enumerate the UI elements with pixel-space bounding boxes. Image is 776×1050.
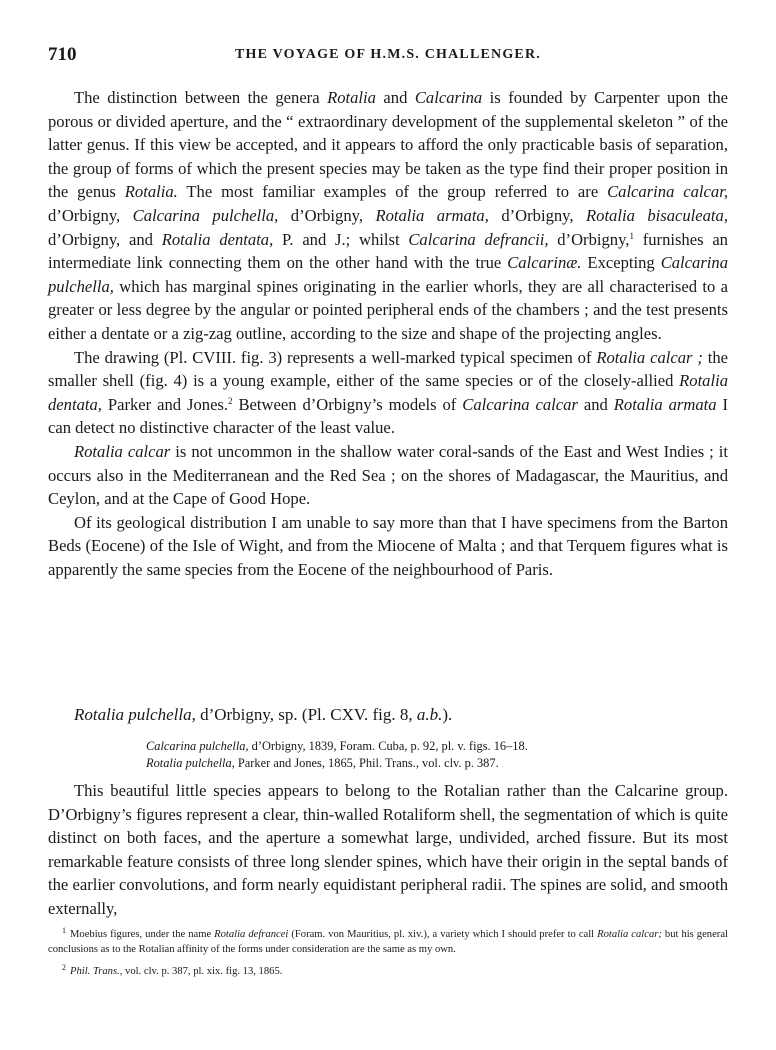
footnote <box>48 924 728 957</box>
text-run: which has marginal spines originating in the earlier whorls, they are all characterised to a greater or less degree by the angular or pointed peripheral ends of the chambers ; and the test presents either a dentate or a zig-zag outline, according to the size and shape of the projecting angles. <box>48 276 728 343</box>
journal-title: THE VOYAGE OF H.M.S. CHALLENGER. <box>235 47 541 62</box>
italic-text: Rotalia pulchella, <box>146 756 235 770</box>
italic-text: Calcarina calcar <box>462 394 578 414</box>
synonym-entry <box>146 755 528 772</box>
italic-text: Phil. Trans., <box>70 966 123 978</box>
footnotes <box>48 924 728 980</box>
text-run: d’Orbigny, <box>488 205 587 225</box>
page-number: 710 <box>48 44 77 65</box>
text-run: is founded by Carpenter upon the porous or divided aperture, and the “ extraordinary development of the supplemental skeleton ” of the latter genus. If this view be accepted, and it appears to afford the only practicable basis of separation, the group of forms of which the present species may be taken as the type find their proper position in the genus <box>48 88 728 202</box>
footnote <box>48 961 728 980</box>
text-run: but his general conclusions as to the Rotalian affinity of the forms under consideration are the same as my own. <box>48 929 728 955</box>
text-run: d’Orbigny, 1839, Foram. Cuba, p. 92, pl. v. figs. 16–18. <box>248 739 528 753</box>
italic-text: Calcarina pulchella, <box>48 253 728 296</box>
italic-text: Rotalia bisaculeata, <box>586 205 728 225</box>
italic-text: Calcarina pulchella, <box>146 739 249 753</box>
text-run: The drawing (Pl. CVIII. fig. 3) represents a well-marked typical specimen of <box>74 347 597 367</box>
italic-text: Calcarina pulchella, <box>132 205 279 225</box>
italic-text: Rotalia. <box>124 182 178 202</box>
text-run: and <box>577 394 614 414</box>
text-run: ). <box>442 705 453 724</box>
footnote-marker: 2 <box>228 395 233 406</box>
text-run: The most familiar examples of the group referred to are <box>177 182 608 202</box>
footnote-marker: 2 <box>62 963 66 973</box>
paragraph <box>48 346 728 440</box>
text-run: d’Orbigny, <box>48 205 133 225</box>
text-run: Parker and Jones, 1865, Phil. Trans., vol. clv. p. 387. <box>234 756 499 770</box>
body-text-section-2 <box>48 779 728 921</box>
italic-text: Rotalia armata, <box>375 205 489 225</box>
synonym-entry <box>146 738 528 755</box>
italic-text: a.b. <box>416 705 443 724</box>
italic-text: Rotalia calcar; <box>597 929 662 940</box>
text-run: the smaller shell (fig. 4) is a young example, either of the same species or of the closely-allied <box>48 347 729 391</box>
italic-text: Rotalia <box>327 88 376 107</box>
text-run: Between d’Orbigny’s models of <box>232 394 463 414</box>
footnote-marker: 1 <box>62 926 66 935</box>
text-run: Moebius figures, under the name <box>70 929 215 940</box>
italic-text: Calcarina defrancii, <box>408 229 549 249</box>
text-run: furnishes an intermediate link connecting them on the other hand with the true <box>48 229 728 273</box>
text-run: d’Orbigny, and <box>48 229 162 249</box>
paragraph <box>48 779 728 921</box>
species-heading <box>74 705 452 725</box>
text-run: I can detect no distinctive character of the least value. <box>48 394 729 438</box>
text-run: The distinction between the genera <box>74 88 328 107</box>
text-run: d’Orbigny, <box>548 229 630 249</box>
italic-text: Rotalia dentata, <box>161 229 274 249</box>
running-head <box>48 44 728 68</box>
italic-text: Calcarina calcar, <box>607 182 728 202</box>
text-run: Of its geological distribution I am unable to say more than that I have specimens from the Barton Beds (Eocene) of the Isle of Wight, and from the Miocene of Malta ; and that Terquem figures what is apparently the same species from the Eocene of the neighbourhood of Paris. <box>48 512 728 579</box>
paragraph <box>48 511 728 582</box>
text-run: is not uncommon in the shallow water coral-sands of the East and West Indies ; it occurs also in the Mediterranean and the Red Sea ; on the shores of Madagascar, the Mauritius, and Ceylon, and at the Cape of Good Hope. <box>48 441 728 509</box>
italic-text: Rotalia armata <box>613 394 717 414</box>
text-run: Excepting <box>581 253 661 273</box>
italic-text: Rotalia defrancei <box>214 929 289 940</box>
synonymy-list <box>146 738 528 772</box>
text-run: d’Orbigny, sp. (Pl. CXV. fig. 8, <box>195 705 417 724</box>
text-run: d’Orbigny, <box>278 205 376 225</box>
text-run: (Foram. von Mauritius, pl. xiv.), a variety which I should prefer to call <box>288 929 598 940</box>
text-run: Parker and Jones. <box>101 394 229 414</box>
italic-text: Rotalia calcar <box>74 441 171 461</box>
text-run: vol. clv. p. 387, pl. xix. fig. 13, 1865. <box>122 966 283 978</box>
text-run: and <box>375 88 415 107</box>
italic-text: Rotalia dentata, <box>48 371 728 414</box>
italic-text: Calcarinæ. <box>507 253 582 273</box>
italic-text: Rotalia pulchella, <box>74 705 196 724</box>
text-run: P. and J.; whilst <box>273 229 409 249</box>
paragraph <box>48 440 728 511</box>
text-run: This beautiful little species appears to belong to the Rotalian rather than the Calcarine group. D’Orbigny’s figures represent a clear, thin-walled Rotaliform shell, the segmentation of which is quite distinct on both faces, and the aperture a somewhat large, undivided, arched fissure. But its most remarkable feature consists of three long slender spines, which have their origin in the septal bands of the earlier convolutions, and form nearly equidistant peripheral radii. The spines are solid, and smooth externally, <box>48 781 728 918</box>
footnote-marker: 1 <box>629 230 634 241</box>
italic-text: Rotalia calcar ; <box>596 347 703 367</box>
body-text-section-1 <box>48 86 728 581</box>
italic-text: Calcarina <box>414 88 483 107</box>
paragraph <box>48 86 728 346</box>
